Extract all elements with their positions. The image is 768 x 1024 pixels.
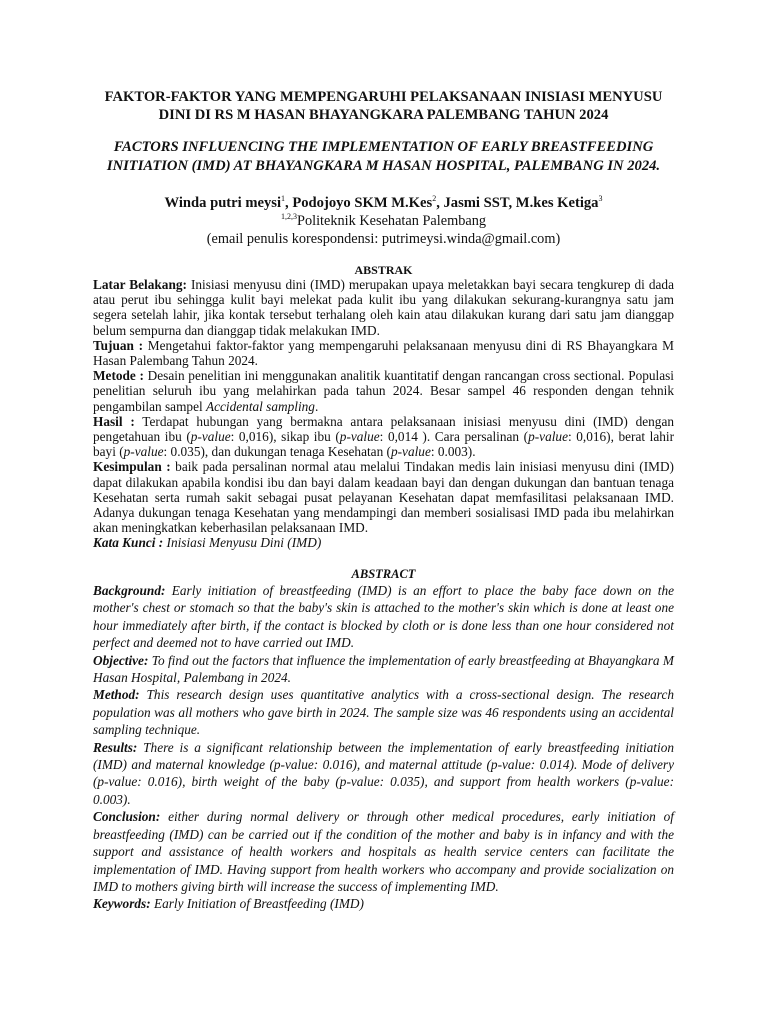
author-1-superscript: 1 xyxy=(281,194,286,204)
section-text: This research design uses quantitative analytics with a cross-sectional design. The research population was all mothers who gave birth in 2024. The sample size was 46 respondents using an accidental sampling technique. xyxy=(93,687,674,738)
section-text: Desain penelitian ini menggunakan analitik kuantitatif dengan rancangan cross sectional. Populasi penelitian seluruh ibu yang melahirkan pada tahun 2024. Besar sampel 46 responden dengan tehnik pengambilan sampel xyxy=(93,368,675,414)
section-text: : 0,014 ). Cara persalinan ( xyxy=(379,429,529,445)
author-3-superscript: 3 xyxy=(598,194,603,204)
section-text: Inisiasi menyusu dini (IMD) merupakan upaya meletakkan bayi secara tengkurep di dada atau perut ibu sehingga kulit bayi melekat pada kulit ibu yang dilakukan sekurang-kurangnya satu jam segera setelah lahir, jika kontak tersebut terhalang oleh kain atau dilakukan kurang dari satu jam dianggap belum sempurna dan dianggap tidak melakukan IMD. xyxy=(93,277,674,338)
italic-term: Accidental sampling xyxy=(206,398,315,414)
author-2-superscript: 2 xyxy=(432,194,437,204)
section-text: Mengetahui faktor-faktor yang mempengaruhi pelaksanaan menyusu dini di RS Bhayangkara M Hasan Palembang Tahun 2024. xyxy=(93,337,674,369)
italic-term: p-value xyxy=(190,429,231,445)
abstrak-metode xyxy=(93,368,674,414)
abstrak-kata-kunci xyxy=(93,535,674,550)
affiliation-line xyxy=(93,212,674,230)
section-label: Results: xyxy=(93,739,138,755)
abstract-results xyxy=(93,739,674,809)
section-text: To find out the factors that influence the implementation of early breastfeeding at Bhayangkara M Hasan Hospital, Palembang in 2024. xyxy=(93,652,674,686)
author-1-name: Winda putri meysi xyxy=(164,195,282,211)
section-text: : 0.003). xyxy=(430,444,476,460)
author-3-name: Jasmi SST, M.kes Ketiga xyxy=(443,195,599,211)
italic-term: p-value xyxy=(390,444,431,460)
section-label: Objective: xyxy=(93,652,149,668)
section-label: Hasil : xyxy=(93,413,135,429)
italic-term: p-value xyxy=(123,444,164,460)
abstrak-hasil xyxy=(93,414,674,460)
section-label: Kesimpulan : xyxy=(93,459,171,475)
section-label: Metode : xyxy=(93,368,144,384)
section-label: Kata Kunci : xyxy=(93,535,164,551)
section-label: Conclusion: xyxy=(93,809,161,825)
author-separator: , xyxy=(436,195,444,211)
section-label: Latar Belakang: xyxy=(93,277,187,292)
section-text: Early Initiation of Breastfeeding (IMD) xyxy=(150,896,364,912)
abstrak-latar-belakang xyxy=(93,277,674,338)
abstrak-body xyxy=(93,277,674,551)
section-text: . xyxy=(314,398,319,414)
affiliation-name: Politeknik Kesehatan Palembang xyxy=(297,213,486,229)
abstrak-heading: ABSTRAK xyxy=(354,263,413,277)
italic-term: p-value xyxy=(339,429,380,445)
abstrak-tujuan xyxy=(93,338,674,368)
abstract-objective xyxy=(93,652,674,687)
section-text: either during normal delivery or through other medical procedures, early initiation of breastfeeding (IMD) can be carried out if the condition of the mother and baby is in infancy and with the support and assistance of health workers and hospitals as health service centers can facilitate the implementation of IMD. Having support from health workers who accompany and provide socialization on IMD to mothers giving birth will increase the success of implementing IMD. xyxy=(93,809,674,894)
affiliation-superscript: 1,2,3 xyxy=(281,212,297,222)
correspondence-email: (email penulis korespondensi: putrimeysi.winda@gmail.com) xyxy=(206,231,561,247)
title-indonesian: FAKTOR-FAKTOR YANG MEMPENGARUHI PELAKSANAAN INISIASI MENYUSU DINI DI RS M HASAN BHAYANGKARA PALEMBANG TAHUN 2024 xyxy=(104,89,663,123)
author-2-name: Podojoyo SKM M.Kes xyxy=(292,195,433,211)
title-english: FACTORS INFLUENCING THE IMPLEMENTATION OF EARLY BREASTFEEDING INITIATION (IMD) AT BHAYANGKARA M HASAN HOSPITAL, PALEMBANG IN 2024. xyxy=(106,139,661,174)
author-separator: , xyxy=(285,195,293,211)
abstract-method xyxy=(93,686,674,738)
section-text: There is a significant relationship between the implementation of early breastfeeding initiation (IMD) and maternal knowledge (p-value: 0.016), and maternal attitude (p-value: 0.014). Mode of delivery (p-value: 0.016), birth weight of the baby (p-value: 0.035), and support from health workers (p-value: 0.003). xyxy=(93,739,674,807)
abstract-background xyxy=(93,582,674,652)
section-text: : 0,016), berat lahir bayi ( xyxy=(93,429,675,460)
section-text: Terdapat hubungan yang bermakna antara pelaksanaan inisiasi menyusu dini (IMD) dengan pengetahuan ibu ( xyxy=(93,413,674,445)
section-label: Method: xyxy=(93,687,140,703)
abstract-body xyxy=(93,582,674,913)
italic-term: p-value xyxy=(528,429,568,445)
section-text: baik pada persalinan normal atau melalui Tindakan medis lain inisiasi menyusu dini (IMD) dapat dilakukan apabila kondisi ibu dan bayi dalam keadaan bayi dan dengan dukungan dan bantuan tenaga Kesehatan serta rumah sakit sebagai pusat pelayanan Kesehatan dapat memfasilitasi pelaksanaan IMD. Adanya dukungan tenaga Kesehatan yang mendampingi dan memberi sosialisasi IMD pada ibu melahirkan akan meningkatkan keberhasilan pelaksanaan IMD. xyxy=(93,459,674,536)
section-text: Early initiation of breastfeeding (IMD) is an effort to place the baby face down on the mother's chest or stomach so that the baby's skin is attached to the mother's skin which is done at least one hour immediately after birth, if the contact is blocked by cloth or is done less than one hour considered not perfect and deemed not to have carried out IMD. xyxy=(93,583,674,651)
abstract-keywords xyxy=(93,895,674,912)
section-text: Inisiasi Menyusu Dini (IMD) xyxy=(163,535,322,551)
section-label: Tujuan : xyxy=(93,337,144,353)
section-text: : 0.035), dan dukungan tenaga Kesehatan ( xyxy=(163,444,391,460)
section-label: Keywords: xyxy=(93,896,151,912)
abstract-heading: ABSTRACT xyxy=(351,567,416,581)
author-line xyxy=(93,194,674,212)
abstrak-kesimpulan xyxy=(93,459,674,535)
section-text: : 0,016), sikap ibu ( xyxy=(230,429,340,445)
section-label: Background: xyxy=(93,583,166,598)
abstract-conclusion xyxy=(93,808,674,895)
